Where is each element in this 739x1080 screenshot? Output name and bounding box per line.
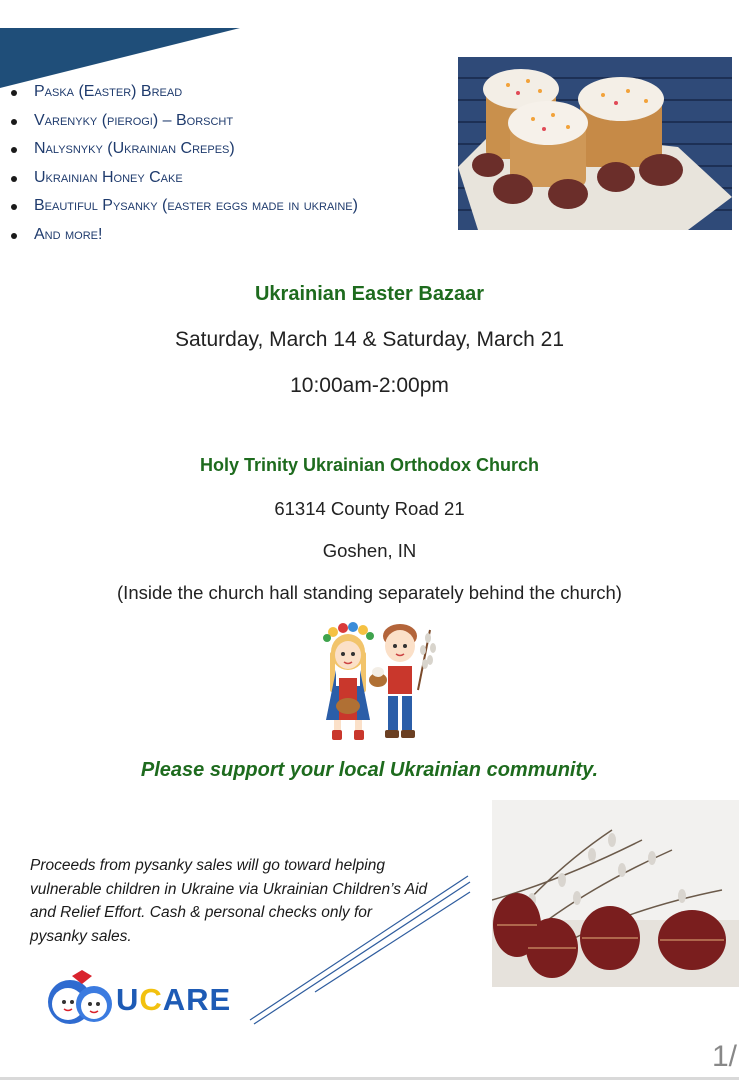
- list-item: Varenyky (pierogi) – Borscht: [10, 107, 358, 136]
- list-item: Nalysnyky (Ukrainian Crepes): [10, 135, 358, 164]
- venue-city: Goshen, IN: [322, 540, 417, 561]
- event-dates: Saturday, March 14 & Saturday, March 21: [174, 328, 565, 351]
- list-item: Beautiful Pysanky (easter eggs made in ukraine): [10, 192, 358, 221]
- venue-name: Holy Trinity Ukrainian Orthodox Church: [199, 455, 540, 475]
- venue-note: (Inside the church hall standing separately behind the church): [117, 582, 622, 603]
- venue-address: 61314 County Road 21: [274, 498, 465, 519]
- list-item: And more!: [10, 221, 358, 250]
- ukrainian-children-illustration: [318, 620, 438, 742]
- paska-bread-photo: [458, 57, 732, 230]
- pysanky-photo: [492, 800, 739, 987]
- list-item: Paska (Easter) Bread: [10, 78, 358, 107]
- proceeds-text: Proceeds from pysanky sales will go toward helping vulnerable children in Ukraine via Ukrainian Children’s Aid and Relief Effort. Cash & personal checks only for pysanky sales.: [30, 857, 428, 945]
- event-time: 10:00am-2:00pm: [290, 374, 449, 397]
- list-item: Ukrainian Honey Cake: [10, 164, 358, 193]
- event-title: Ukrainian Easter Bazaar: [254, 283, 484, 305]
- ucare-logo-text: UCARE: [116, 982, 232, 1017]
- boy-figure: [369, 624, 436, 738]
- girl-figure: [323, 622, 374, 740]
- decorative-lines: [240, 870, 480, 1030]
- food-list: [10, 78, 358, 250]
- support-message: Please support your local Ukrainian community.: [140, 759, 599, 781]
- page-number: 1/: [711, 1040, 737, 1073]
